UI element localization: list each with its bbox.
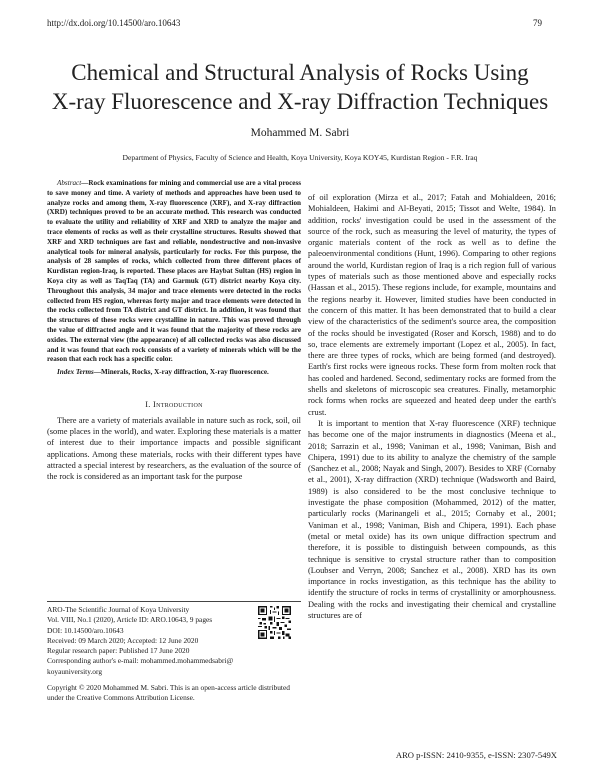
footer-divider xyxy=(47,601,301,602)
body-paragraph-1: of oil exploration (Mirza et al., 2017; Fatah and Mohialdeen, 2016; Mohialdeen, Hakimi and Al-Beyati, 2015; Tissot and Welte, 1984). In addition, rocks' investigation could be used in the assessment of the source of the rock, such as measuring the level of maturity, the types of organic materials content of the rock as well as to define the paleoenvironmental conditions (Hunt, 1996). Comparing to other regions around the world, Kurdistan region of Iraq is a rich region full of various types of materials such as those mentioned above and especially rocks (Hassan et al., 2015). These regions include, for example, mountains and the regions nearby it. However, limited studies have been conducted in the concern of this matter. It has been demonstrated that to build a clear view of the characteristics of the sediment's source area, the composition of the rocks should be investigated (Roser and Korsch, 1988) and to do so, trace elements are extremely important (Lopez et al., 2005). In fact, there are three types of rocks, which are being formed (and destroyed). Earth's first rocks were igneous rocks. These form from molten rock that has cooled and hardened. Second, sedimentary rocks are formed from the shells and skeletons of microscopic sea creatures. Finally, metamorphic rock forms when rocks are squeezed and heated deep under the earth's crust. xyxy=(308,193,556,417)
copyright-notice: Copyright © 2020 Mohammed M. Sabri. This is an open-access article distributed under the Creative Commons Attribution License. xyxy=(47,683,290,703)
issn-footer: ARO p-ISSN: 2410-9355, e-ISSN: 2307-549X xyxy=(395,750,557,760)
left-column xyxy=(47,179,301,482)
index-terms xyxy=(47,368,301,378)
abstract xyxy=(47,179,301,365)
corresponding-email: Corresponding author's e-mail: mohammed.mohammedsabri@ xyxy=(47,656,234,666)
qr-code-icon xyxy=(258,606,291,639)
author-name: Mohammed M. Sabri xyxy=(250,127,350,139)
page-number: 79 xyxy=(533,18,542,28)
abstract-label: Abstract xyxy=(57,179,82,187)
title-line-2: X-ray Fluorescence and X-ray Diffraction Techniques xyxy=(51,89,549,114)
article-info-footer xyxy=(47,605,247,677)
doi-link[interactable]: http://dx.doi.org/10.14500/aro.10643 xyxy=(47,18,181,28)
index-terms-text: —Minerals, Rocks, X-ray diffraction, X-ray fluorescence. xyxy=(93,368,269,377)
intro-paragraph: There are a variety of materials available in nature such as rock, soil, oil (some places in the world), and water. Exploring these materials is a matter of interest due to their importance impacts and possible significant applications. Among these materials, rocks with their different types have attracted a special interest by researchers, as the evaluation of the source of the rock is considered as an important task for the purpose xyxy=(47,415,301,481)
footer-doi: DOI: 10.14500/aro.10643 xyxy=(47,625,124,635)
title-line-1: Chemical and Structural Analysis of Rocks Using xyxy=(71,60,529,85)
right-column xyxy=(308,192,556,621)
published-date: Regular research paper: Published 17 June 2020 xyxy=(47,646,190,656)
received-date: Received: 09 March 2020; Accepted: 12 June 2020 xyxy=(47,635,199,645)
section-heading-introduction: I. Introduction xyxy=(145,399,203,409)
body-paragraph-2: It is important to mention that X-ray fluorescence (XRF) technique has become one of the major instruments in diagnostics (Meena et al., 2018; Sarrazin et al., 1998; Vaniman et al., 1998; Vaniman, Bish and Chipera, 1991) due to its ability to analyze the chemistry of the sample (Sanchez et al., 2008; Nayak and Singh, 2007). Besides to XRF (Cornaby et al., 2001), X-ray diffraction (XRD) technique (Wadsworth and Baird, 1989) is also considered to be the most conclusive technique to investigate the phase composition (Mohammed, 2012) of the matter, particularly rocks (Marinangeli et al., 2015; Cornaby et al., 2001; Vaniman et al., 1998; Vaniman, Bish and Chipera, 1991). Each phase (metal or metal oxide) has its own unique diffraction spectrum and therefore, it is possible to distinguish between compounds, as this technique is sensitive to crystal structure rather than to composition (Loubser and Verryn, 2008; Sanchez et al., 2008). XRD has its own importance in rocks investigation, as this technique has the ability to identify the structure of rocks in terms of crystallinity or amorphousness. Dealing with the rocks and investigating their chemical and crystalline structures are of xyxy=(308,418,556,620)
paper-title xyxy=(40,58,560,116)
corresponding-email-domain: koyauniversity.org xyxy=(47,666,103,676)
index-terms-label: Index Terms xyxy=(57,368,94,377)
abstract-text: —Rock examinations for mining and commercial use are a vital process to save money and time. A variety of methods and approaches have been used to analyze rocks and among them, X-ray fluorescence (XRF), and X-ray diffraction (XRD) techniques proved to be an accurate method. This research was conducted to evaluate the utility and reliability of XRF and XRD to analyze the major and trace elements of rocks as well as their crystalline structures. Results showed that XRF and XRD techniques are fast and reliable, nondestructive and non-invasive analytical tools for mineral analysis, particularly for rocks. For this purpose, the analysis of 28 samples of rocks, which collected from three different places of Kurdistan region-Iraq, is reported. These places are Haybat Sultan (HS) region in Koya city as well as TaqTaq (TA) and Garmuk (GT) district nearby Koya city. Throughout this analysis, 34 major and trace elements were detected in the rocks collected from HS region, whereas forty major and trace elements were detected in the rocks collected from TA district and GT district. In addition, it was found that the structures of these rocks were crystalline in nature. This was proved through the value of diffracted angle and it was found that the majority of these rocks are oxides. The external view (the appearance) of all collected rocks was also discussed and it was found that each rock consists of a variety of minerals which will be the reason that each rock has a specific color. xyxy=(47,179,301,364)
author-affiliation: Department of Physics, Faculty of Science and Health, Koya University, Koya KOY45, Kurdistan Region - F.R. Iraq xyxy=(122,153,478,162)
journal-name: ARO-The Scientific Journal of Koya University xyxy=(47,605,190,614)
volume-info: Vol. VIII, No.1 (2020), Article ID: ARO.10643, 9 pages xyxy=(47,615,213,625)
